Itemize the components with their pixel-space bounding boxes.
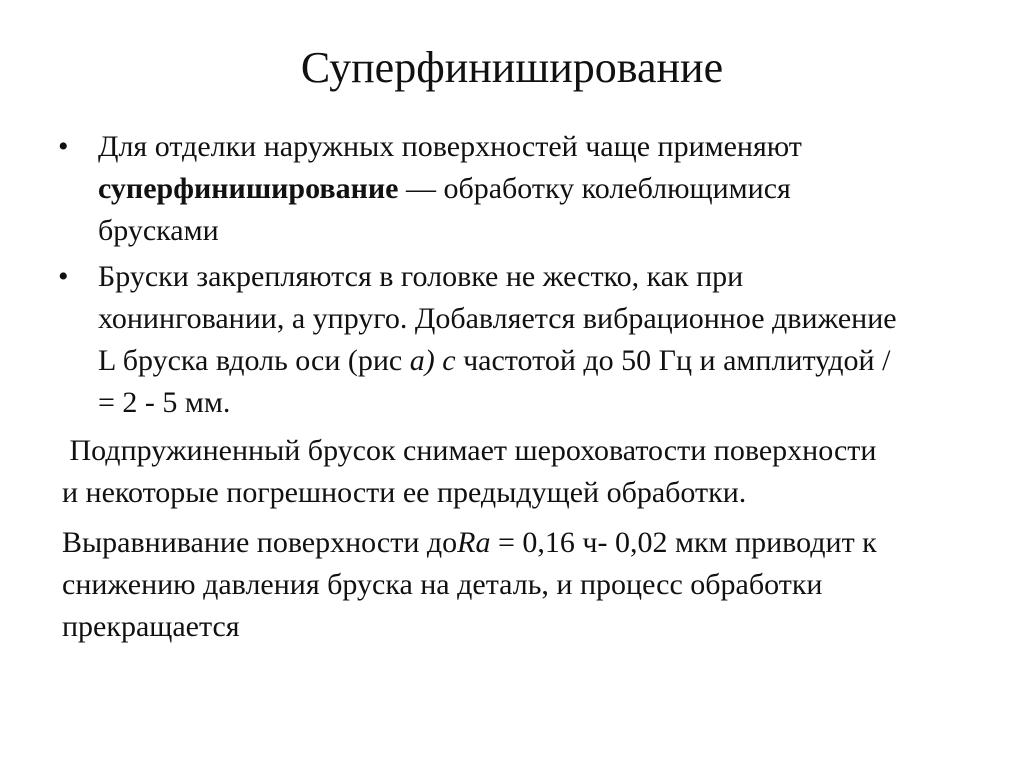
bullet-2-line-1: Бруски закрепляются в головке не жестко, как при	[98, 260, 744, 293]
paragraph-2-line-1	[62, 522, 1012, 564]
paragraph-1-line-2: и некоторые погрешности ее предыдущей обработки.	[62, 476, 747, 509]
slide-title: Суперфиниширование	[300, 43, 724, 92]
bullet-1-line-1: Для отделки наружных поверхностей чаще применяют	[98, 130, 802, 163]
paragraph-1	[62, 430, 1012, 514]
bullet-2-line-2: хонинговании, а упруго. Добавляется вибрационное движение	[98, 302, 897, 335]
bullet-marker: •	[58, 130, 69, 163]
paragraph-2	[62, 522, 1012, 648]
bullet-2-text	[98, 256, 1018, 424]
bullet-2-line-3-pre: L бруска вдоль оси (рис	[98, 344, 410, 377]
figure-ref: а) с	[409, 344, 456, 377]
bullet-2-line-4: = 2 - 5 мм.	[98, 386, 231, 419]
bullet-1-line-2	[98, 168, 1018, 210]
bullet-1-text	[98, 126, 1018, 252]
bullet-2-line-3	[98, 340, 1018, 382]
paragraph-2-line-2: снижению давления бруска на деталь, и процесс обработки	[62, 568, 823, 601]
bullet-marker: •	[58, 260, 69, 293]
ra-symbol: Ra	[457, 526, 491, 559]
paragraph-2-line-3: прекращается	[62, 610, 240, 643]
paragraph-1-line-1: Подпружиненный брусок снимает шероховатости поверхности	[62, 434, 877, 467]
bullet-1-line-2-rest: — обработку колеблющимися	[398, 172, 791, 205]
bullet-2-line-3-post: частотой до 50 Гц и амплитудой /	[455, 344, 891, 377]
bold-term: суперфиниширование	[98, 172, 399, 205]
paragraph-2-pre: Выравнивание поверхности до	[62, 526, 458, 559]
paragraph-2-post: = 0,16 ч- 0,02 мкм приводит к	[490, 526, 877, 559]
bullet-1-line-3: брусками	[98, 214, 219, 247]
